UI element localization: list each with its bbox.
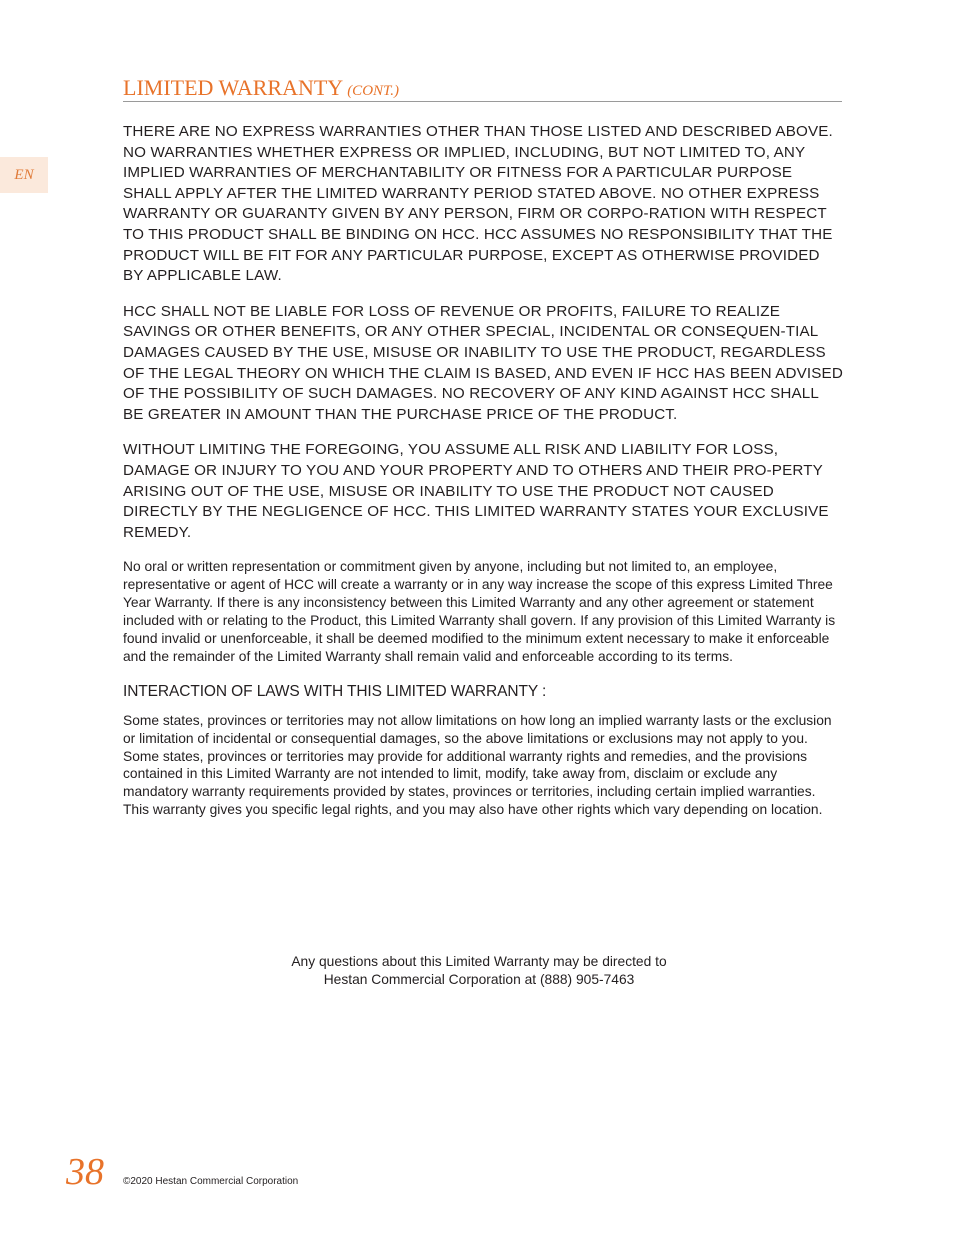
contact-info bbox=[123, 953, 835, 989]
interaction-of-laws-heading: INTERACTION OF LAWS WITH THIS LIMITED WARRANTY : bbox=[123, 682, 547, 700]
warranty-body bbox=[123, 122, 843, 835]
interaction-of-laws-paragraph: Some states, provinces or territories may not allow limitations on how long an implied warranty lasts or the exclusion or limitation of incidental or consequential damages, so the above limitations or exclusions may not apply to you. Some states, provinces or territories may provide for additional warranty rights and remedies, and the provisions contained in this Limited Warranty are not intended to limit, modify, take away from, disclaim or exclude any mandatory warranty requirements provided by states, provinces or territories, including certain implied warranties. This warranty gives you specific legal rights, and you may also have other rights which vary depending on location. bbox=[123, 712, 832, 818]
not-liable-paragraph: HCC SHALL NOT BE LIABLE FOR LOSS OF REVENUE OR PROFITS, FAILURE TO REALIZE SAVINGS OR OTHER BENEFITS, OR ANY OTHER SPECIAL, INCIDENTAL OR CONSEQUEN-TIAL DAMAGES CAUSED BY THE USE, MISUSE OR INABILITY TO USE THE PRODUCT, REGARDLESS OF THE LEGAL THEORY ON WHICH THE CLAIM IS BASED, AND EVEN IF HCC HAS BEEN ADVISED OF THE POSSIBILITY OF SUCH DAMAGES. NO RECOVERY OF ANY KIND AGAINST HCC SHALL BE GREATER IN AMOUNT THAN THE PURCHASE PRICE OF THE PRODUCT. bbox=[123, 302, 843, 423]
no-express-warranties-paragraph: THERE ARE NO EXPRESS WARRANTIES OTHER THAN THOSE LISTED AND DESCRIBED ABOVE. NO WARRANTIES WHETHER EXPRESS OR IMPLIED, INCLUDING, BUT NOT LIMITED TO, ANY IMPLIED WARRANTIES OF MERCHANTABILITY OR FITNESS FOR A PARTICULAR PURPOSE SHALL APPLY AFTER THE LIMITED WARRANTY PERIOD STATED ABOVE. NO OTHER EXPRESS WARRANTY OR GUARANTY GIVEN BY ANY PERSON, FIRM OR CORPO-RATION WITH RESPECT TO THIS PRODUCT SHALL BE BINDING ON HCC. HCC ASSUMES NO RESPONSIBILITY THAT THE PRODUCT WILL BE FIT FOR ANY PARTICULAR PURPOSE, EXCEPT AS OTHERWISE PROVIDED BY APPLICABLE LAW. bbox=[123, 123, 833, 285]
assume-risk-paragraph: WITHOUT LIMITING THE FOREGOING, YOU ASSUME ALL RISK AND LIABILITY FOR LOSS, DAMAGE OR INJURY TO YOU AND YOUR PROPERTY AND TO OTHERS AND THEIR PRO-PERTY ARISING OUT OF THE USE, MISUSE OR INABILITY TO USE THE PRODUCT NOT CAUSED DIRECTLY BY THE NEGLIGENCE OF HCC. THIS LIMITED WARRANTY STATES YOUR EXCLUSIVE REMEDY. bbox=[123, 441, 829, 541]
language-tab-en bbox=[0, 157, 48, 193]
copyright-notice: ©2020 Hestan Commercial Corporation bbox=[123, 1176, 299, 1187]
page-title-suffix: (CONT.) bbox=[347, 83, 399, 99]
page-number: 38 bbox=[66, 1151, 104, 1193]
language-tab-label: EN bbox=[14, 167, 34, 183]
no-oral-representation-paragraph: No oral or written representation or commitment given by anyone, including but not limited to, an employee, representative or agent of HCC will create a warranty or in any way increase the scope of this express Limited Three Year Warranty. If there is any inconsistency between this Limited Warranty and any other agreement or statement included with or relating to the Product, this Limited Warranty shall govern. If any provision of this Limited Warranty is found invalid or unenforceable, it shall be deemed modified to the minimum extent necessary to make it enforceable and the remainder of the Limited Warranty shall remain valid and enforceable according to its terms. bbox=[123, 559, 836, 664]
contact-line-2: Hestan Commercial Corporation at (888) 905-7463 bbox=[323, 972, 635, 987]
page-title bbox=[123, 74, 842, 102]
page-title-text: LIMITED WARRANTY bbox=[123, 75, 344, 100]
contact-line-1: Any questions about this Limited Warranty may be directed to bbox=[291, 954, 667, 969]
